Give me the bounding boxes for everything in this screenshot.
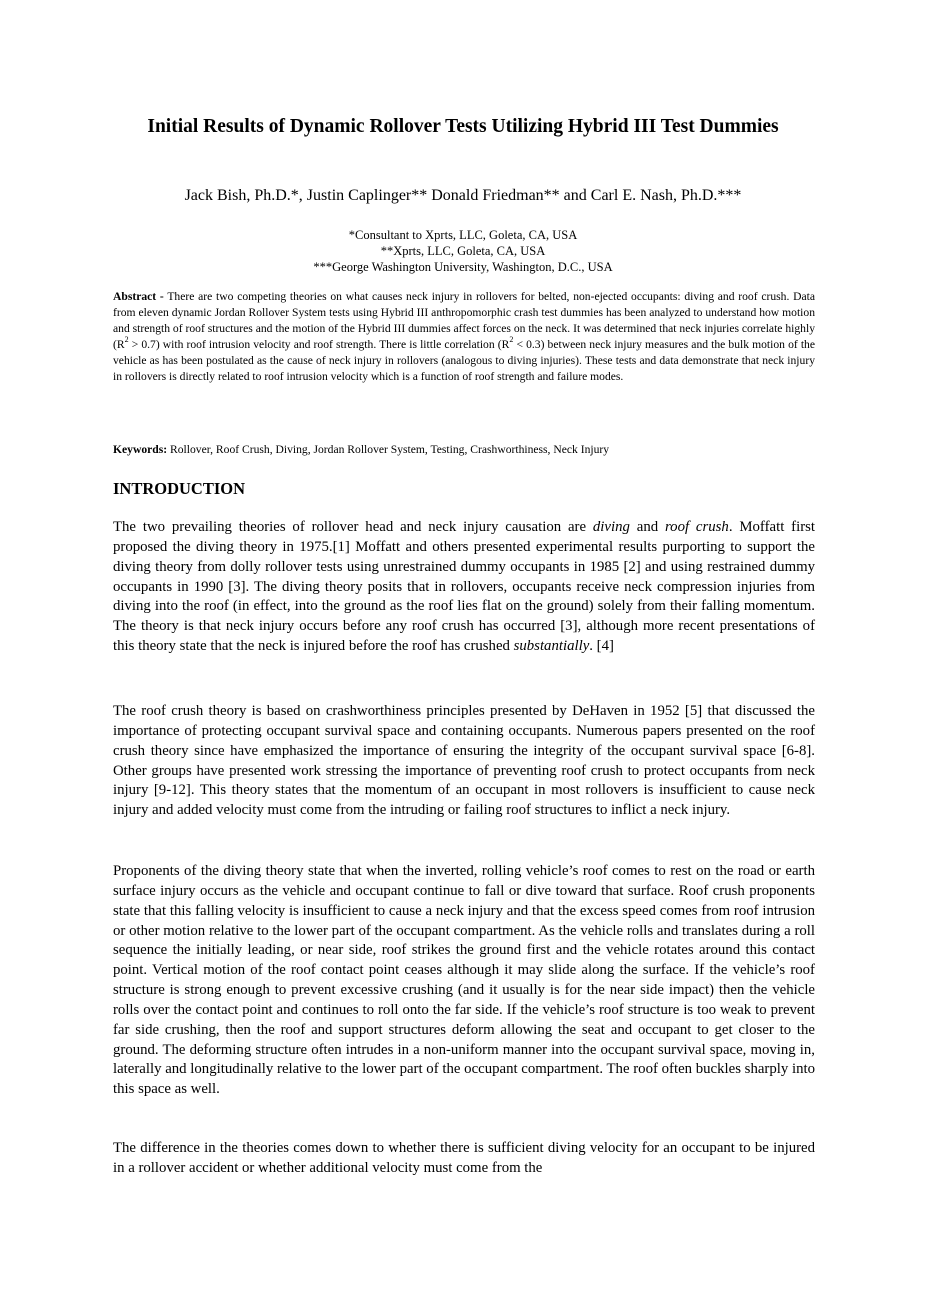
keywords <box>113 442 815 458</box>
abstract-text-3: < 0.3) between neck injury measures and the bulk motion of the vehicle as has been postulated as the cause of neck injury in rollovers (analogous to diving injuries). These tests and data demonstrate that neck injury in rollovers is directly related to roof intrusion velocity which is a function of roof strength and failure modes. <box>113 338 815 384</box>
p1-text-a: The two prevailing theories of rollover head and neck injury causation are <box>113 519 593 535</box>
author-list: Jack Bish, Ph.D.*, Justin Caplinger** Donald Friedman** and Carl E. Nash, Ph.D.*** <box>184 187 742 204</box>
p1-text-e: . Moffatt first proposed the diving theory in 1975.[1] Moffatt and others presented experimental results purporting to support the diving theory from dolly rollover tests using unrestrained dummy occupants in 1985 [2] and using restrained dummy occupants in 1990 [3]. The diving theory posits that in rollovers, occupants receive neck compression injuries from diving into the roof (in effect, into the ground as the roof lies flat on the ground) solely from their falling momentum. The theory is that neck injury occurs before any roof crush has occurred [3], although more recent presentations of this theory state that the neck is injured before the roof has crushed <box>113 519 815 655</box>
paper-title: Initial Results of Dynamic Rollover Tests Utilizing Hybrid III Test Dummies <box>147 116 779 137</box>
intro-paragraph-3: Proponents of the diving theory state that when the inverted, rolling vehicle’s roof comes to rest on the road or earth surface injury occurs as the vehicle and occupant continue to fall or dive toward that surface. Roof crush proponents state that this falling velocity is insufficient to cause a neck injury and that the excess speed comes from roof intrusion or other motion relative to the lower part of the occupant compartment. As the vehicle rolls and translates during a roll sequence the initially leading, or near side, roof strikes the ground first and the vehicle rotates around this contact point. Vertical motion of the roof contact point ceases although it may slide along the surface. If the vehicle’s roof structure is strong enough to prevent excessive crushing (and it usually is for the near side impact) then the vehicle rolls over the contact point and continues to roll onto the far side. If the vehicle’s roof structure is too weak to prevent far side crushing, then the roof and support structures deform allowing the seat and occupant to get closer to the ground. The deforming structure often intrudes in a non-uniform manner into the occupant survival space, moving in, laterally and longitudinally relative to the lower part of the occupant compartment. The roof often buckles sharply into this space as well. <box>113 863 815 1098</box>
intro-paragraph-2: The roof crush theory is based on crashworthiness principles presented by DeHaven in 1952 [5] that discussed the importance of protecting occupant survival space and containing occupants. Numerous papers presented on the roof crush theory since have emphasized the importance of ensuring the integrity of the occupant survival space [6-8]. Other groups have presented work stressing the importance of preventing roof crush to protect occupants from neck injury [9-12]. This theory states that the momentum of an occupant in most rollovers is insufficient to cause neck injury and added velocity must come from the intruding or failing roof structures to inflict a neck injury. <box>113 703 815 819</box>
abstract-label: Abstract - <box>113 290 164 303</box>
p1-italic-diving: diving <box>592 519 630 535</box>
p1-italic-substantially: substantially <box>513 638 590 655</box>
affiliations <box>113 227 813 275</box>
abstract-sup-2: 2 <box>509 335 514 345</box>
p1-text-g: . [4] <box>589 638 614 655</box>
abstract-sup-1: 2 <box>124 335 129 345</box>
p1-italic-roof-crush: roof crush <box>664 519 729 535</box>
keywords-label: Keywords: <box>113 443 168 456</box>
abstract-text-1: There are two competing theories on what causes neck injury in rollovers for belted, non-ejected occupants: diving and roof crush. Data from eleven dynamic Jordan Rollover System tests using Hybrid III anthropomorphic crash test dummies has been analyzed to understand how motion and strength of roof structures and the motion of the Hybrid III dummies affect forces on the neck. It was determined that neck injuries correlate highly (R <box>113 290 816 352</box>
section-heading-introduction: INTRODUCTION <box>113 479 246 498</box>
p1-text-c: and <box>629 519 665 535</box>
intro-paragraph-4: The difference in the theories comes down to whether there is sufficient diving velocity for an occupant to be injured in a rollover accident or whether additional velocity must come from the <box>113 1140 815 1176</box>
affiliation-3: ***George Washington University, Washington, D.C., USA <box>313 260 613 274</box>
keywords-text: Rollover, Roof Crush, Diving, Jordan Rollover System, Testing, Crashworthiness, Neck Injury <box>167 443 610 456</box>
abstract-text-2: > 0.7) with roof intrusion velocity and roof strength. There is little correlation (R <box>128 338 510 352</box>
intro-paragraph-1 <box>113 518 815 657</box>
abstract <box>113 289 815 386</box>
affiliation-2: **Xprts, LLC, Goleta, CA, USA <box>380 244 546 258</box>
affiliation-1: *Consultant to Xprts, LLC, Goleta, CA, USA <box>348 228 578 242</box>
